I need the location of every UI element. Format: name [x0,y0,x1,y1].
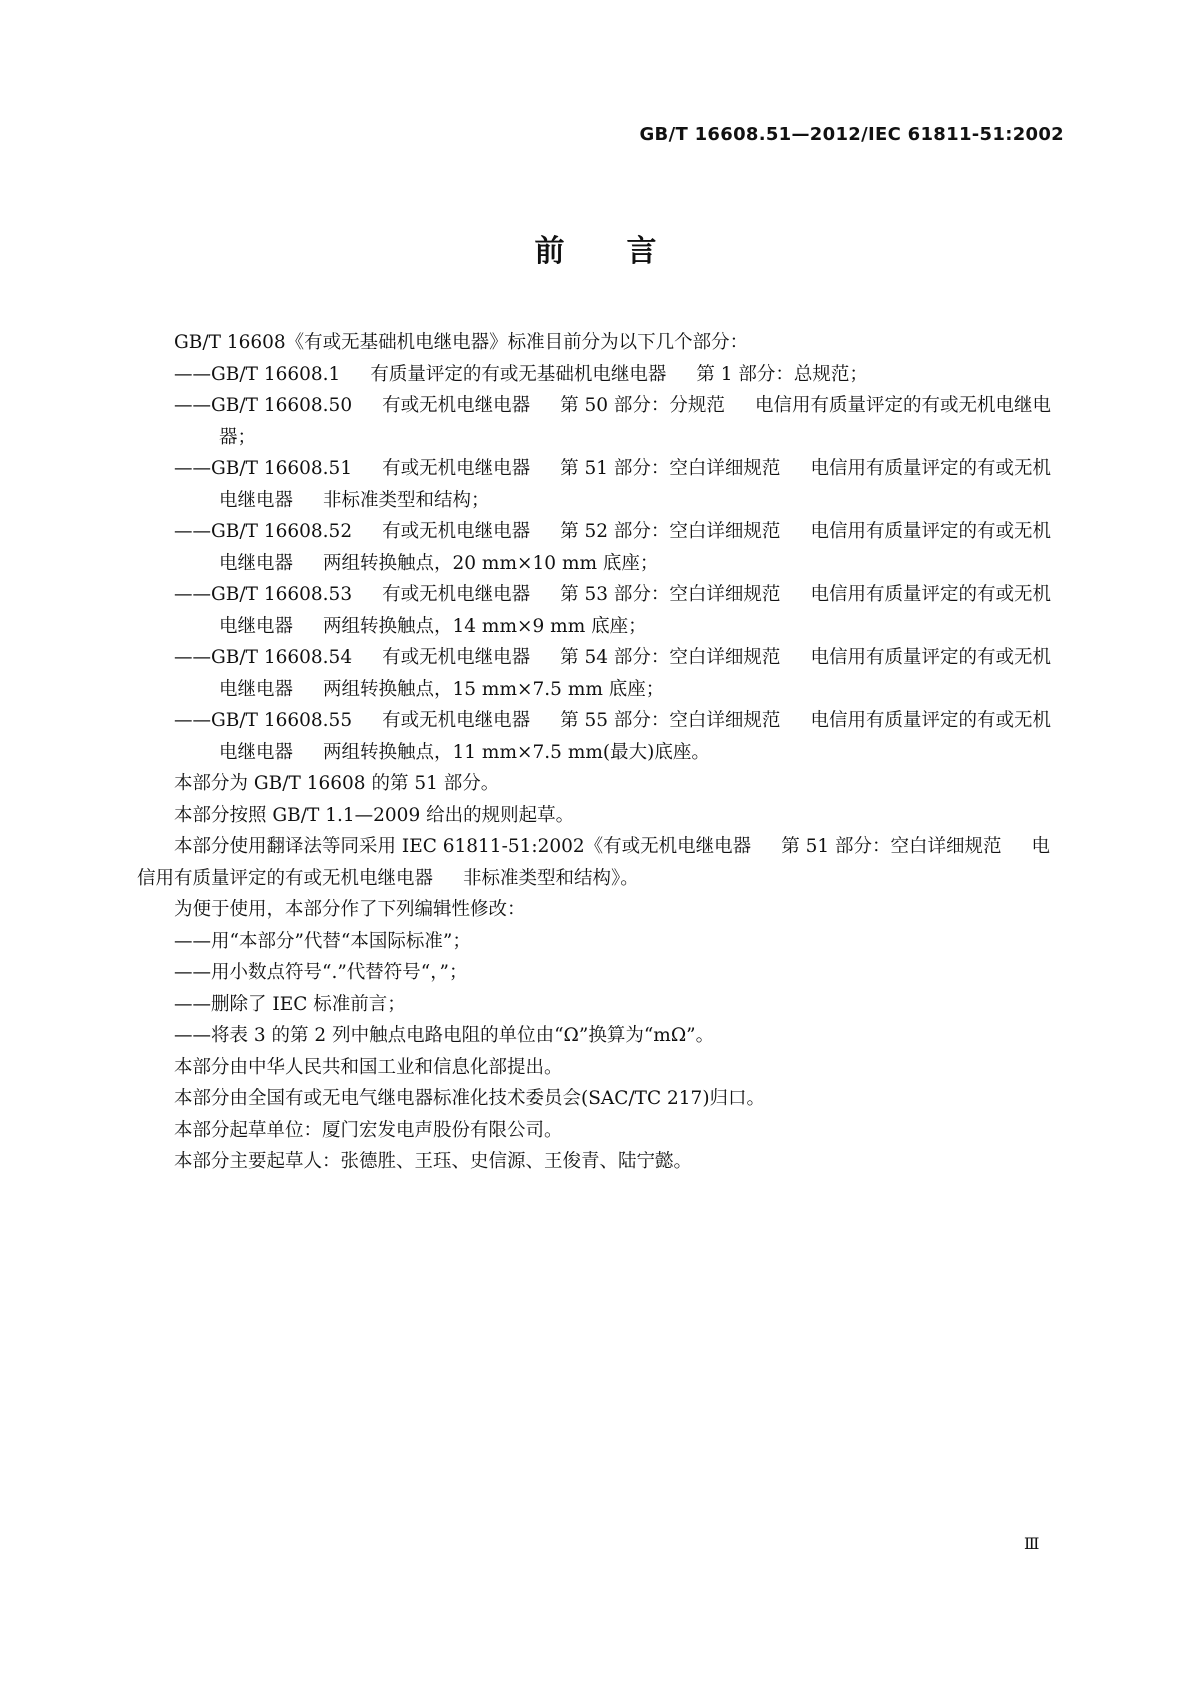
standard-code: GB/T 16608.51—2012/IEC 61811-51:2002 [639,124,1064,145]
part-item: ——GB/T 16608.55 有或无机电继电器 第 55 部分：空白详细规范 电信用有质量评定的有或无机电继电器 两组转换触点，11 mm×7.5 mm(最大)底座。 [174,710,1051,763]
part-item: ——GB/T 16608.52 有或无机电继电器 第 52 部分：空白详细规范 电信用有质量评定的有或无机电继电器 两组转换触点，20 mm×10 mm 底座； [174,521,1051,574]
adoption-paragraph: 本部分使用翻译法等同采用 IEC 61811-51:2002《有或无机电继电器 第 51 部分：空白详细规范 电信用有质量评定的有或无机电继电器 非标准类型和结构》。 [137,836,1051,889]
document-body [137,327,1057,1178]
proposer-paragraph: 本部分由中华人民共和国工业和信息化部提出。 [174,1056,563,1078]
committee-paragraph: 本部分由全国有或无电气继电器标准化技术委员会(SAC/TC 217)归口。 [174,1088,766,1109]
part-item: ——GB/T 16608.1 有质量评定的有或无基础机电继电器 第 1 部分：总规范； [174,363,868,385]
edit-item: ——将表 3 的第 2 列中触点电路电阻的单位由“Ω”换算为“mΩ”。 [174,1025,715,1046]
drafters-paragraph: 本部分主要起草人：张德胜、王珏、史信源、王俊青、陆宁懿。 [174,1151,693,1172]
part-number-paragraph: 本部分为 GB/T 16608 的第 51 部分。 [174,773,500,794]
edit-item: ——删除了 IEC 标准前言； [174,993,406,1015]
part-item: ——GB/T 16608.51 有或无机电继电器 第 51 部分：空白详细规范 电信用有质量评定的有或无机电继电器 非标准类型和结构； [174,458,1051,511]
part-item: ——GB/T 16608.54 有或无机电继电器 第 54 部分：空白详细规范 电信用有质量评定的有或无机电继电器 两组转换触点，15 mm×7.5 mm 底座； [174,647,1051,700]
page-number: Ⅲ [1024,1534,1040,1553]
page-title: 前言 [534,234,719,269]
part-item: ——GB/T 16608.50 有或无机电继电器 第 50 部分：分规范 电信用有质量评定的有或无机电继电器； [174,395,1051,448]
intro-paragraph: GB/T 16608《有或无基础机电继电器》标准目前分为以下几个部分： [174,332,749,353]
edit-item: ——用小数点符号“.”代替符号“，”； [174,962,468,983]
editorial-changes-intro: 为便于使用，本部分作了下列编辑性修改： [174,899,526,920]
drafting-unit-paragraph: 本部分起草单位：厦门宏发电声股份有限公司。 [174,1119,563,1141]
part-item: ——GB/T 16608.53 有或无机电继电器 第 53 部分：空白详细规范 电信用有质量评定的有或无机电继电器 两组转换触点，14 mm×9 mm 底座； [174,584,1051,637]
drafting-rules-paragraph: 本部分按照 GB/T 1.1—2009 给出的规则起草。 [174,804,575,826]
edit-item: ——用“本部分”代替“本国际标准”； [174,930,471,952]
